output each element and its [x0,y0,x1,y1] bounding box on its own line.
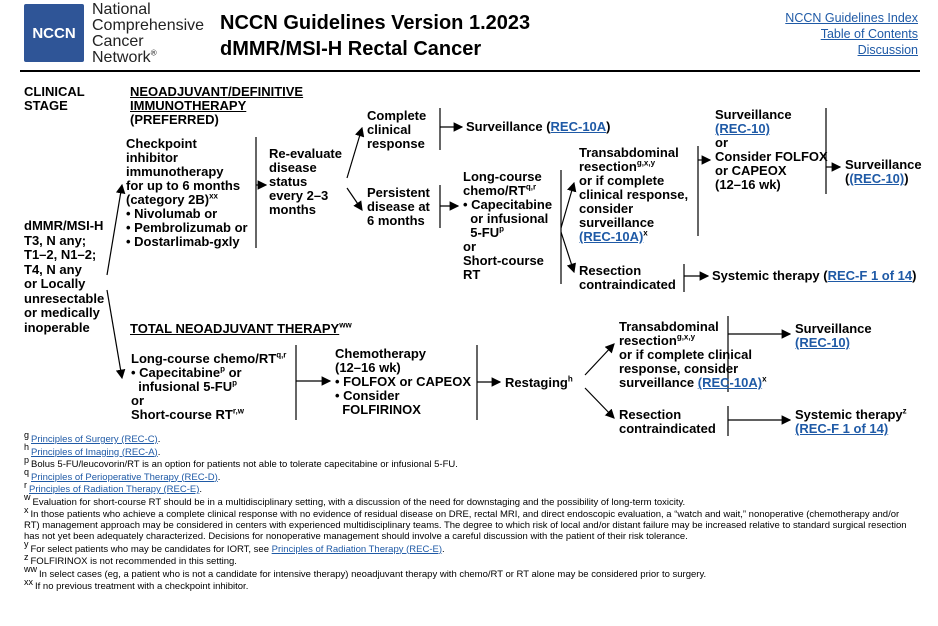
or-text: or [131,393,144,408]
restaging-text: Restaging [505,375,568,390]
long-course-agents-text: • Capecitabine or infusional 5-FU [463,197,553,240]
tnt-long-5 [131,408,286,422]
folfox-option: or Consider FOLFOX or CAPEOX (12–16 wk) [715,135,828,192]
clinical-stage-label: CLINICAL STAGE [24,84,85,113]
tnt-resection-contraindicated: Resection contraindicated [619,407,716,436]
logo-line: Comprehensive [92,17,205,34]
chemotherapy-box: Chemotherapy (12–16 wk) • FOLFOX or CAPEOX • Consider FOLFIRINOX [335,346,472,417]
tnt-header [130,322,352,336]
rec-10a-link[interactable]: (REC-10A) [579,229,644,244]
footnote-ref: x [762,374,767,384]
logo-abbr: NCCN [32,24,76,42]
footnote-ww [24,564,914,580]
rec-10-link[interactable]: (REC-10) [795,335,850,350]
transabdominal-box [579,146,688,244]
surveillance-label: Surveillance ( [466,119,551,134]
guidelines-index-link[interactable]: NCCN Guidelines Index [785,11,918,25]
footnote-x [24,504,914,542]
footnote-end: . [157,446,161,458]
footnote-text: Evaluation for short-course RT should be in a multidisciplinary setting, with a discussion of the need for downstaging and the possibility of long-term toxicity. [32,496,686,508]
title-line2: dMMR/MSI-H Rectal Cancer [220,38,482,60]
tnt-long-1 [131,352,286,366]
footnote-ref: x [643,228,648,238]
surveillance-label: Surveillance [845,157,922,172]
surveillance-label: Surveillance [795,321,872,336]
footnote-ref: p [220,364,225,374]
systemic-therapy [712,269,916,283]
footnote-key: r [24,479,27,490]
reevaluate-box: Re-evaluate disease status every 2–3 months [269,146,342,217]
tnt-long-2 [131,366,286,380]
footnote-key: g [24,429,30,440]
footnote-ref: r,w [232,406,244,416]
or-text: or [224,365,242,380]
footnote-g [24,429,914,445]
footnote-ref: p [499,224,505,234]
footnote-xx [24,576,914,592]
footnote-key: p [24,454,30,465]
table-of-contents-link[interactable]: Table of Contents [820,27,918,41]
systemic-label: Systemic therapy [795,407,903,422]
checkpoint-line: Checkpoint inhibitor immunotherapy for up to 6 months (category 2B) [126,136,241,207]
title-line1: NCCN Guidelines Version 1.2023 [220,12,531,34]
footnote-text: In those patients who achieve a complete clinical response with no evidence of residual disease on DRE, rectal MRI, and direct endoscopic evaluation, a “watch and wait,” nonoperative (chemotherapy and/or RT) management approach may be considered in centers with experienced multidisciplinary teams. The degree to which risk of local and/or distant failure may be increased relative to standard surgical resection has not yet been adequately characterized. Decisions for nonoperative management should involve a careful discussion with the patient of their risk tolerance. [24,509,907,542]
tnt-header-text: TOTAL NEOADJUVANT THERAPY [130,321,340,336]
footnote-text: Bolus 5-FU/leucovorin/RT is an option for patients not able to tolerate capecitabine or infusional 5-FU. [31,459,458,470]
tnt-transab-text: Transabdominal resection [619,319,719,348]
tnt-transabdominal-box [619,320,767,390]
footnote-ref: g,x,y [636,158,656,168]
footnote-end: . [442,543,445,555]
tnt-long-course-box [131,352,286,422]
footnote-key: q [24,467,30,478]
transab-title [579,146,688,174]
footnote-text: If no previous treatment with a checkpoint inhibitor. [35,581,249,592]
neoadjuvant-header [130,85,303,127]
footnote-text: In select cases (eg, a patient who is not a candidate for intensive therapy) neoadjuvant therapy with chemo/RT or RT alone may be considered prior to surgery. [39,568,707,580]
rec-10-link[interactable]: (REC-10) [849,171,905,186]
long-course-agents [463,198,552,240]
tnt-transab-title [619,320,767,348]
footnote-ref: z [902,406,907,416]
persistent-disease-box: Persistent disease at 6 months [367,185,430,228]
rec-10a-link[interactable]: (REC-10A) [697,375,763,390]
footnote-ref: h [567,374,573,384]
footnote-key: xx [24,576,33,587]
rec-f-link[interactable]: REC-F 1 of 14 [827,268,913,283]
restaging-box [505,376,573,390]
tnt-long-text: Long-course chemo/RT [131,351,277,366]
surveillance-rec10a [466,120,611,134]
surveillance-final [845,158,922,186]
footnote-key: y [24,539,29,550]
footnote-text: For select patients who may be candidates for IORT, see [30,543,272,555]
footnote-key: z [24,551,29,562]
registered-mark: ® [150,48,157,58]
footnote-end: . [217,471,221,483]
footnote-y [24,539,914,555]
tnt-systemic-therapy [795,408,907,436]
resection-contraindicated: Resection contraindicated [579,263,676,292]
footnote-link[interactable]: Principles of Radiation Therapy (REC-E) [271,543,443,555]
long-course-box [463,170,552,282]
surveillance-paren-link: ((REC-10)) [845,171,909,186]
footnote-z [24,551,914,567]
tnt-long-3 [131,380,286,394]
transab-surveillance: or if complete clinical response, consider surveillance [579,173,689,230]
tnt-transab-surveillance: or if complete clinical response, consider surveillance [619,347,752,390]
checkpoint-text [126,137,248,207]
footnote-ref: q,r [525,182,537,192]
footnote-w [24,492,914,508]
footnote-link[interactable]: Principles of Perioperative Therapy (REC-D) [31,471,218,483]
long-course-text: Long-course chemo/RT [463,169,542,198]
footnote-end: . [157,434,161,445]
rec-10a-link[interactable]: REC-10A [550,119,607,134]
tnt-systemic-line [795,408,907,422]
footnotes [24,429,914,594]
paren: ) [606,119,611,134]
footnote-key: x [24,504,29,515]
clinical-stage-criteria: dMMR/MSI-H T3, N any; T1–2, N1–2; T4, N any or Locally unresectable or medically inoperable [24,218,105,335]
neoadj-header-3: (PREFERRED) [130,112,219,127]
transab-link-line [579,230,688,244]
logo-line4: Network [92,49,151,66]
tnt-short-course: Short-course RT [131,407,233,422]
tnt-surveillance [795,322,872,350]
footnote-ref: q,r [276,350,287,360]
surveillance-label: Surveillance [715,107,792,122]
logo-line: Cancer [92,33,144,50]
rec-10-link[interactable]: (REC-10) [715,121,770,136]
footnote-link[interactable]: Principles of Surgery (REC-C) [31,434,158,445]
footnote-p [24,454,914,470]
footnote-link[interactable]: Principles of Radiation Therapy (REC-E) [29,484,200,495]
footnote-text: FOLFIRINOX is not recommended in this setting. [30,556,237,567]
checkpoint-inhibitor-box [126,137,248,249]
neoadj-header-2: IMMUNOTHERAPY [130,98,247,113]
neoadj-header-1: NEOADJUVANT/DEFINITIVE [130,84,304,99]
short-course-rt: or Short-course RT [463,239,544,282]
footnote-q [24,467,914,483]
tnt-5fu: infusional 5-FU [131,379,233,394]
footnote-key: h [24,442,30,453]
long-course-title [463,170,552,198]
transab-text: Transabdominal resection [579,145,679,174]
footnote-h [24,442,914,458]
footnote-ref: p [232,378,238,388]
footnote-ref: xx [209,191,218,201]
footnote-ref: ww [339,320,352,330]
rec-f-link[interactable]: (REC-F 1 of 14) [795,421,889,436]
footnote-key: ww [24,564,37,575]
footnote-key: w [24,492,31,503]
footnote-link[interactable]: Principles of Imaging (REC-A) [31,446,158,458]
surveillance-or-folfox-box [715,108,828,192]
discussion-link[interactable]: Discussion [857,43,918,57]
footnote-ref: g,x,y [676,332,696,342]
paren: ) [912,268,917,283]
footnote-r [24,479,914,495]
tnt-cape: • Capecitabine [131,365,221,380]
footnote-end: . [199,484,203,495]
systemic-label: Systemic therapy ( [712,268,828,283]
complete-response-box: Complete clinical response [367,108,427,151]
logo-line: National [92,1,151,18]
checkpoint-agents: • Nivolumab or • Pembrolizumab or • Dostarlimab-gxly [126,206,248,249]
